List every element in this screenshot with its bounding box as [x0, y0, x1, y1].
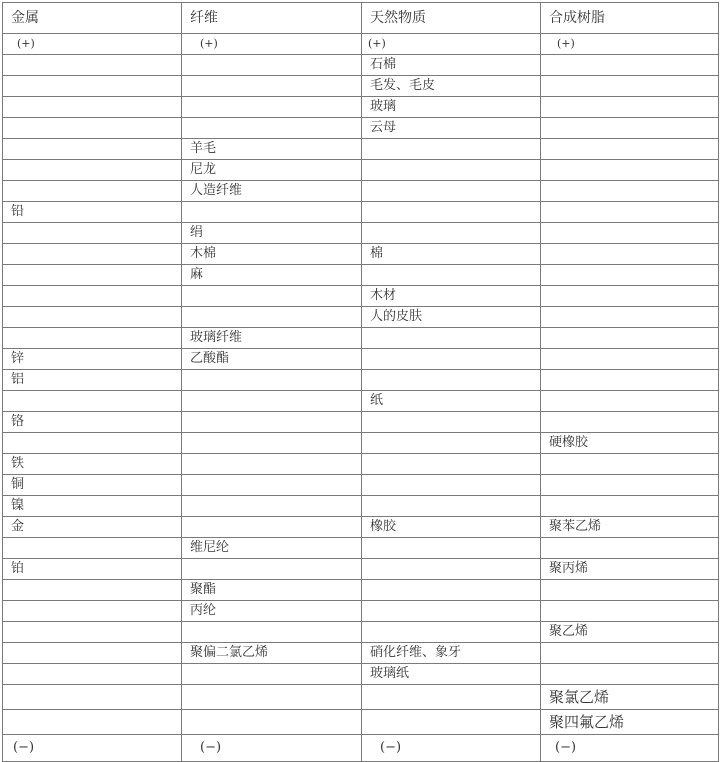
resin-cell — [541, 118, 719, 139]
resin-cell — [541, 538, 719, 559]
metal-cell: 金 — [3, 517, 182, 538]
table-row — [3, 580, 719, 601]
natural-cell — [362, 370, 541, 391]
natural-cell: 人的皮肤 — [362, 307, 541, 328]
fiber-cell — [182, 76, 362, 97]
fiber-cell: 人造纤维 — [182, 181, 362, 202]
natural-cell — [362, 454, 541, 475]
positive-sign-resin: (+) — [541, 34, 719, 55]
fiber-cell — [182, 496, 362, 517]
table-row — [3, 643, 719, 664]
resin-cell — [541, 370, 719, 391]
table-row — [3, 370, 719, 391]
resin-cell: 硬橡胶 — [541, 433, 719, 454]
resin-cell — [541, 391, 719, 412]
table-row — [3, 685, 719, 710]
fiber-cell: 麻 — [182, 265, 362, 286]
table-row — [3, 391, 719, 412]
fiber-cell: 聚酯 — [182, 580, 362, 601]
fiber-cell — [182, 412, 362, 433]
natural-cell: 毛发、毛皮 — [362, 76, 541, 97]
natural-cell — [362, 710, 541, 735]
table-row — [3, 622, 719, 643]
metal-cell — [3, 223, 182, 244]
fiber-cell: 绢 — [182, 223, 362, 244]
resin-cell — [541, 475, 719, 496]
natural-cell — [362, 622, 541, 643]
metal-cell — [3, 710, 182, 735]
fiber-cell: 丙纶 — [182, 601, 362, 622]
resin-cell — [541, 643, 719, 664]
natural-cell: 棉 — [362, 244, 541, 265]
resin-cell — [541, 223, 719, 244]
fiber-cell — [182, 286, 362, 307]
natural-cell — [362, 496, 541, 517]
natural-cell: 石棉 — [362, 55, 541, 76]
natural-cell — [362, 349, 541, 370]
metal-cell — [3, 55, 182, 76]
fiber-cell — [182, 664, 362, 685]
metal-cell — [3, 328, 182, 349]
resin-cell — [541, 97, 719, 118]
metal-cell: 锌 — [3, 349, 182, 370]
metal-cell — [3, 97, 182, 118]
triboelectric-series-sheet — [2, 2, 718, 762]
metal-cell — [3, 538, 182, 559]
fiber-cell — [182, 55, 362, 76]
resin-cell — [541, 580, 719, 601]
resin-cell — [541, 601, 719, 622]
metal-cell — [3, 433, 182, 454]
fiber-cell — [182, 202, 362, 223]
natural-cell — [362, 559, 541, 580]
natural-cell — [362, 433, 541, 454]
natural-cell — [362, 538, 541, 559]
resin-cell — [541, 202, 719, 223]
table-row — [3, 412, 719, 433]
metal-cell: 铂 — [3, 559, 182, 580]
table-row — [3, 349, 719, 370]
table-row — [3, 244, 719, 265]
resin-cell: 聚氯乙烯 — [541, 685, 719, 710]
resin-cell: 聚丙烯 — [541, 559, 719, 580]
metal-cell — [3, 265, 182, 286]
resin-cell — [541, 181, 719, 202]
fiber-cell — [182, 475, 362, 496]
table-row — [3, 118, 719, 139]
natural-cell — [362, 223, 541, 244]
table-row — [3, 286, 719, 307]
metal-cell — [3, 181, 182, 202]
table-row — [3, 76, 719, 97]
header-resin: 合成树脂 — [541, 3, 719, 34]
fiber-cell: 羊毛 — [182, 139, 362, 160]
fiber-cell — [182, 118, 362, 139]
metal-cell — [3, 685, 182, 710]
table-row — [3, 202, 719, 223]
table-row — [3, 517, 719, 538]
resin-cell — [541, 265, 719, 286]
table-row — [3, 55, 719, 76]
fiber-cell — [182, 391, 362, 412]
table-row — [3, 97, 719, 118]
resin-cell — [541, 664, 719, 685]
metal-cell — [3, 244, 182, 265]
resin-cell — [541, 55, 719, 76]
fiber-cell — [182, 433, 362, 454]
fiber-cell: 聚偏二氯乙烯 — [182, 643, 362, 664]
header-row — [3, 3, 719, 34]
fiber-cell: 玻璃纤维 — [182, 328, 362, 349]
positive-sign-fiber: (+) — [182, 34, 362, 55]
resin-cell — [541, 139, 719, 160]
resin-cell — [541, 76, 719, 97]
negative-sign-resin: (−) — [541, 735, 719, 762]
table-row — [3, 454, 719, 475]
table-row — [3, 601, 719, 622]
fiber-cell: 乙酸酯 — [182, 349, 362, 370]
positive-sign-metal: (+) — [3, 34, 182, 55]
natural-cell — [362, 412, 541, 433]
metal-cell — [3, 643, 182, 664]
header-metal: 金属 — [3, 3, 182, 34]
natural-cell — [362, 601, 541, 622]
positive-sign-natural: (+) — [362, 34, 541, 55]
table-row — [3, 496, 719, 517]
metal-cell — [3, 664, 182, 685]
natural-cell: 云母 — [362, 118, 541, 139]
fiber-cell — [182, 454, 362, 475]
metal-cell: 镍 — [3, 496, 182, 517]
table-row — [3, 223, 719, 244]
natural-cell: 纸 — [362, 391, 541, 412]
fiber-cell: 尼龙 — [182, 160, 362, 181]
natural-cell: 木材 — [362, 286, 541, 307]
natural-cell: 玻璃纸 — [362, 664, 541, 685]
metal-cell — [3, 160, 182, 181]
resin-cell — [541, 412, 719, 433]
table-row — [3, 181, 719, 202]
header-natural: 天然物质 — [362, 3, 541, 34]
triboelectric-series-table — [2, 2, 719, 762]
metal-cell — [3, 286, 182, 307]
natural-cell — [362, 580, 541, 601]
table-row — [3, 538, 719, 559]
table-row — [3, 559, 719, 580]
natural-cell — [362, 328, 541, 349]
fiber-cell: 木棉 — [182, 244, 362, 265]
resin-cell — [541, 349, 719, 370]
fiber-cell — [182, 710, 362, 735]
metal-cell: 铜 — [3, 475, 182, 496]
fiber-cell — [182, 685, 362, 710]
resin-cell — [541, 328, 719, 349]
table-row — [3, 307, 719, 328]
metal-cell: 铅 — [3, 202, 182, 223]
table-row — [3, 710, 719, 735]
table-row — [3, 160, 719, 181]
table-row — [3, 265, 719, 286]
natural-cell: 硝化纤维、象牙 — [362, 643, 541, 664]
metal-cell — [3, 139, 182, 160]
resin-cell: 聚乙烯 — [541, 622, 719, 643]
resin-cell: 聚苯乙烯 — [541, 517, 719, 538]
table-row — [3, 139, 719, 160]
fiber-cell — [182, 370, 362, 391]
table-row — [3, 328, 719, 349]
natural-cell — [362, 160, 541, 181]
resin-cell — [541, 454, 719, 475]
metal-cell — [3, 601, 182, 622]
metal-cell — [3, 307, 182, 328]
natural-cell — [362, 685, 541, 710]
fiber-cell — [182, 517, 362, 538]
fiber-cell — [182, 622, 362, 643]
negative-sign-metal: (−) — [3, 735, 182, 762]
series-body — [3, 34, 719, 735]
metal-cell: 铁 — [3, 454, 182, 475]
table-row — [3, 475, 719, 496]
negative-sign-fiber: (−) — [182, 735, 362, 762]
natural-cell: 玻璃 — [362, 97, 541, 118]
negative-sign-row — [3, 735, 719, 762]
natural-cell: 橡胶 — [362, 517, 541, 538]
resin-cell — [541, 307, 719, 328]
table-row — [3, 664, 719, 685]
metal-cell — [3, 622, 182, 643]
metal-cell — [3, 580, 182, 601]
natural-cell — [362, 139, 541, 160]
resin-cell — [541, 244, 719, 265]
positive-sign-row — [3, 34, 719, 55]
metal-cell: 铬 — [3, 412, 182, 433]
header-fiber: 纤维 — [182, 3, 362, 34]
metal-cell — [3, 391, 182, 412]
natural-cell — [362, 265, 541, 286]
table-row — [3, 433, 719, 454]
negative-sign-natural: (−) — [362, 735, 541, 762]
fiber-cell — [182, 559, 362, 580]
resin-cell — [541, 496, 719, 517]
natural-cell — [362, 475, 541, 496]
metal-cell: 铝 — [3, 370, 182, 391]
resin-cell — [541, 160, 719, 181]
fiber-cell: 维尼纶 — [182, 538, 362, 559]
resin-cell — [541, 286, 719, 307]
metal-cell — [3, 118, 182, 139]
resin-cell: 聚四氟乙烯 — [541, 710, 719, 735]
fiber-cell — [182, 97, 362, 118]
fiber-cell — [182, 307, 362, 328]
natural-cell — [362, 202, 541, 223]
natural-cell — [362, 181, 541, 202]
metal-cell — [3, 76, 182, 97]
